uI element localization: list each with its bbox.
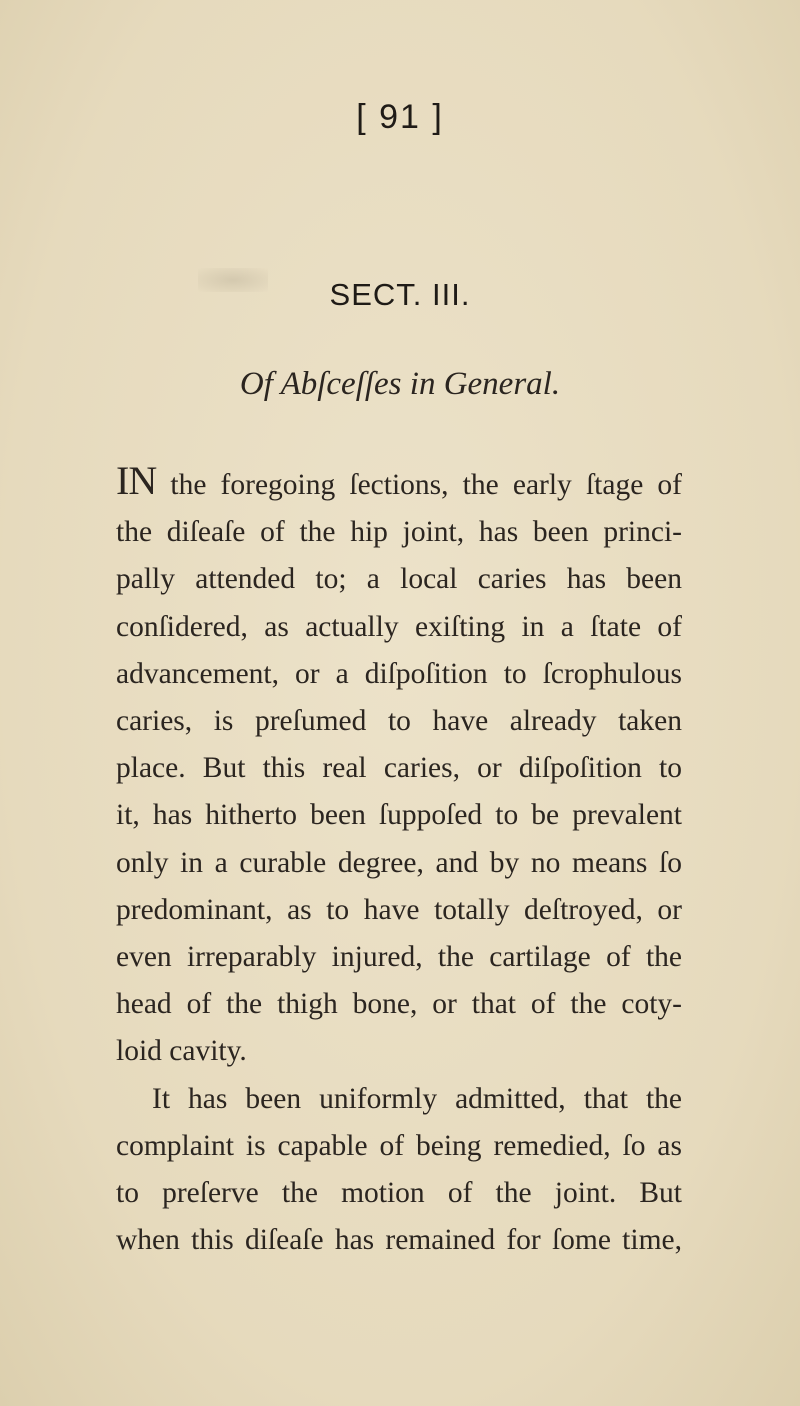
text-line: conſidered, as actually exiſting in a ſtate of xyxy=(116,610,682,643)
line-text: the foregoing ſections, the early ſtage of xyxy=(170,469,683,501)
text-line: caries, is preſumed to have already taken xyxy=(116,705,682,738)
body-text xyxy=(116,458,683,1264)
section-title: Of Abſceſſes in General. xyxy=(239,366,561,402)
page-number: [ 91 ] xyxy=(356,98,444,136)
text-line: complaint is capable of being remedied, ſo as xyxy=(116,1129,682,1162)
text-line: even irreparably injured, the cartilage of the xyxy=(116,941,682,974)
text-line: to preſerve the motion of the joint. But xyxy=(116,1177,682,1210)
text-line: advancement, or a diſpoſition to ſcrophulous xyxy=(116,657,682,690)
text-line: it, has hitherto been ſuppoſed to be prevalent xyxy=(116,799,682,832)
text-line: place. But this real caries, or diſpoſition to xyxy=(116,752,682,785)
text-line: only in a curable degree, and by no means ſo xyxy=(116,846,682,879)
text-line: It has been uniformly admitted, that the xyxy=(152,1082,682,1115)
text-line: when this diſeaſe has remained for ſome time, xyxy=(116,1224,682,1257)
text-line: pally attended to; a local caries has been xyxy=(116,563,682,596)
section-heading: SECT. III. xyxy=(329,277,471,312)
initial-word: IN xyxy=(116,458,157,503)
text-line: the diſeaſe of the hip joint, has been princi- xyxy=(116,516,682,549)
text-line: head of the thigh bone, or that of the coty- xyxy=(116,988,682,1021)
text-line: loid cavity. xyxy=(116,1035,247,1068)
text-line xyxy=(116,458,683,509)
text-line: predominant, as to have totally deſtroyed, or xyxy=(116,893,682,926)
